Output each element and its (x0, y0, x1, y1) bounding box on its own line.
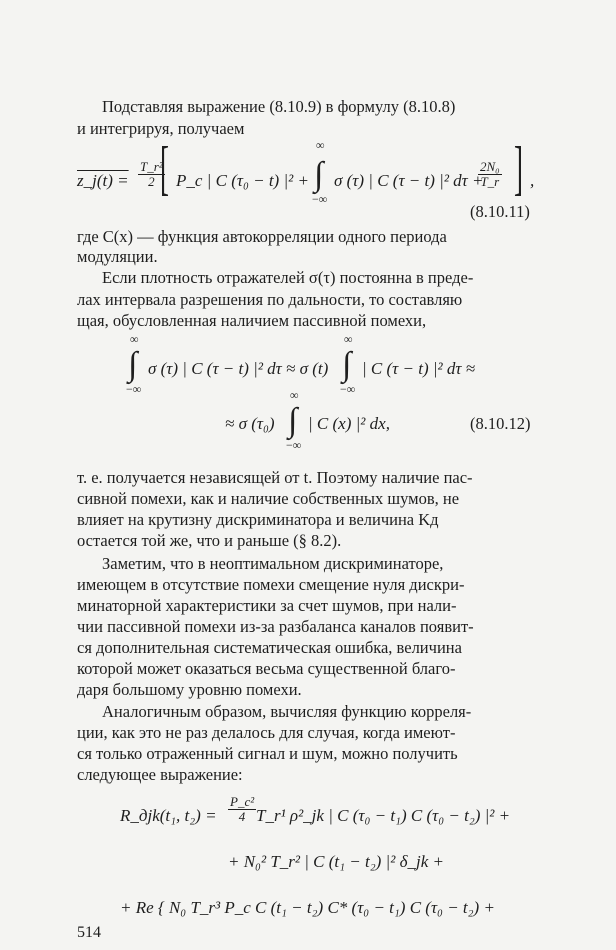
text-line: Если плотность отражателей σ(τ) постоянна в преде- (102, 268, 474, 287)
eq1-integrand: σ (τ) | C (τ − t) |² dτ + (334, 171, 484, 190)
eq1-frac-den: T_r (480, 174, 500, 189)
text-line: которой может оказаться весьма существенной благо- (77, 659, 456, 678)
eq1-upper-limit: ∞ (316, 138, 325, 152)
text-line: имеющем в отсутствие помехи смещение нуля дискри- (77, 575, 465, 594)
text-line: т. е. получается независящей от t. Поэтому наличие пас- (77, 468, 473, 487)
integral-sign-icon: ∫ (288, 402, 298, 439)
text-line: и интегрируя, получаем (77, 119, 245, 138)
text-line: ции, как это не раз делалось для случая, когда имеют- (77, 723, 456, 742)
eq2-upper-limit: ∞ (130, 332, 139, 346)
eq3-line3: + Re { N₀ T_r³ P_c C (t₁ − t₂) C* (τ₀ − t₁) C (τ₀ − t₂) + (120, 898, 495, 917)
text-line: следующее выражение: (77, 765, 243, 784)
eq1-frac-num: 2N₀ (480, 159, 500, 174)
equation-number: (8.10.12) (470, 414, 531, 433)
eq2-upper-limit-2: ∞ (344, 332, 353, 346)
eq2-lower-limit-2: −∞ (340, 382, 356, 396)
integral-sign-icon: ∫ (342, 346, 352, 383)
integral-sign-icon: ∫ (314, 156, 324, 193)
text-line: остается той же, что и раньше (§ 8.2). (77, 531, 342, 550)
text-line: где C(x) — функция автокорреляции одного периода (77, 227, 447, 246)
text-line: щая, обусловленная наличием пассивной помехи, (77, 311, 427, 330)
text-line: ся только отраженный сигнал и шум, можно получить (77, 744, 458, 763)
eq3-coef-num: P_c² (230, 794, 255, 809)
eq3-lhs: R_дjk(t₁, t₂) = (120, 806, 217, 825)
text-line: ся дополнительная систематическая ошибка, величина (77, 638, 462, 657)
eq2-line1: σ (τ) | C (τ − t) |² dτ ≈ σ (t) (148, 359, 329, 378)
text-line: Подставляя выражение (8.10.9) в формулу (8.10.8) (102, 97, 456, 116)
text-line: Аналогичным образом, вычисляя функцию корреля- (102, 702, 472, 721)
text-line: сивной помехи, как и наличие собственных шумов, не (77, 489, 460, 508)
right-bracket: ] (514, 135, 523, 201)
text-line: минаторной характеристики за счет шумов, при нали- (77, 596, 457, 615)
eq2-lower-limit-3: −∞ (286, 438, 302, 452)
eq2-lower-limit: −∞ (126, 382, 142, 396)
eq1-tail: , (530, 171, 535, 190)
text-line: Заметим, что в неоптимальном дискриминаторе, (102, 554, 444, 573)
eq1-lhs: z_j(t) = (77, 171, 129, 190)
page-number: 514 (77, 924, 101, 941)
text-line: чии пассивной помехи из-за разбаланса каналов появит- (77, 617, 474, 636)
eq1-noise-fraction (478, 160, 502, 189)
eq3-coef-fraction (228, 795, 256, 824)
eq2-upper-limit-3: ∞ (290, 388, 299, 402)
text-line: модуляции. (77, 247, 158, 266)
eq1-coef-num: T_r² (140, 159, 163, 174)
eq2-line2b: | C (x) |² dx, (308, 414, 390, 433)
eq2-line1b: | C (τ − t) |² dτ ≈ (362, 359, 476, 378)
eq1-lower-limit: −∞ (312, 192, 328, 206)
eq1-term1: P_c | C (τ₀ − t) |² + (176, 171, 309, 190)
eq2-line2a: ≈ σ (τ₀) (225, 414, 275, 433)
text-line: даря большому уровню помехи. (77, 680, 302, 699)
eq3-line2: + N₀² T_r² | C (t₁ − t₂) |² δ_jk + (228, 852, 444, 871)
eq3-coef-den: 4 (238, 809, 246, 824)
text-line: лах интервала разрешения по дальности, то составляю (77, 290, 463, 309)
eq3-line1: T_r¹ ρ²_jk | C (τ₀ − t₁) C (τ₀ − t₂) |² + (256, 806, 511, 825)
text-line: влияет на крутизну дискриминатора и величина Kд (77, 510, 439, 529)
eq1-coef-den: 2 (148, 174, 155, 189)
left-bracket: [ (160, 135, 169, 201)
equation-number: (8.10.11) (470, 202, 530, 221)
integral-sign-icon: ∫ (128, 346, 138, 383)
